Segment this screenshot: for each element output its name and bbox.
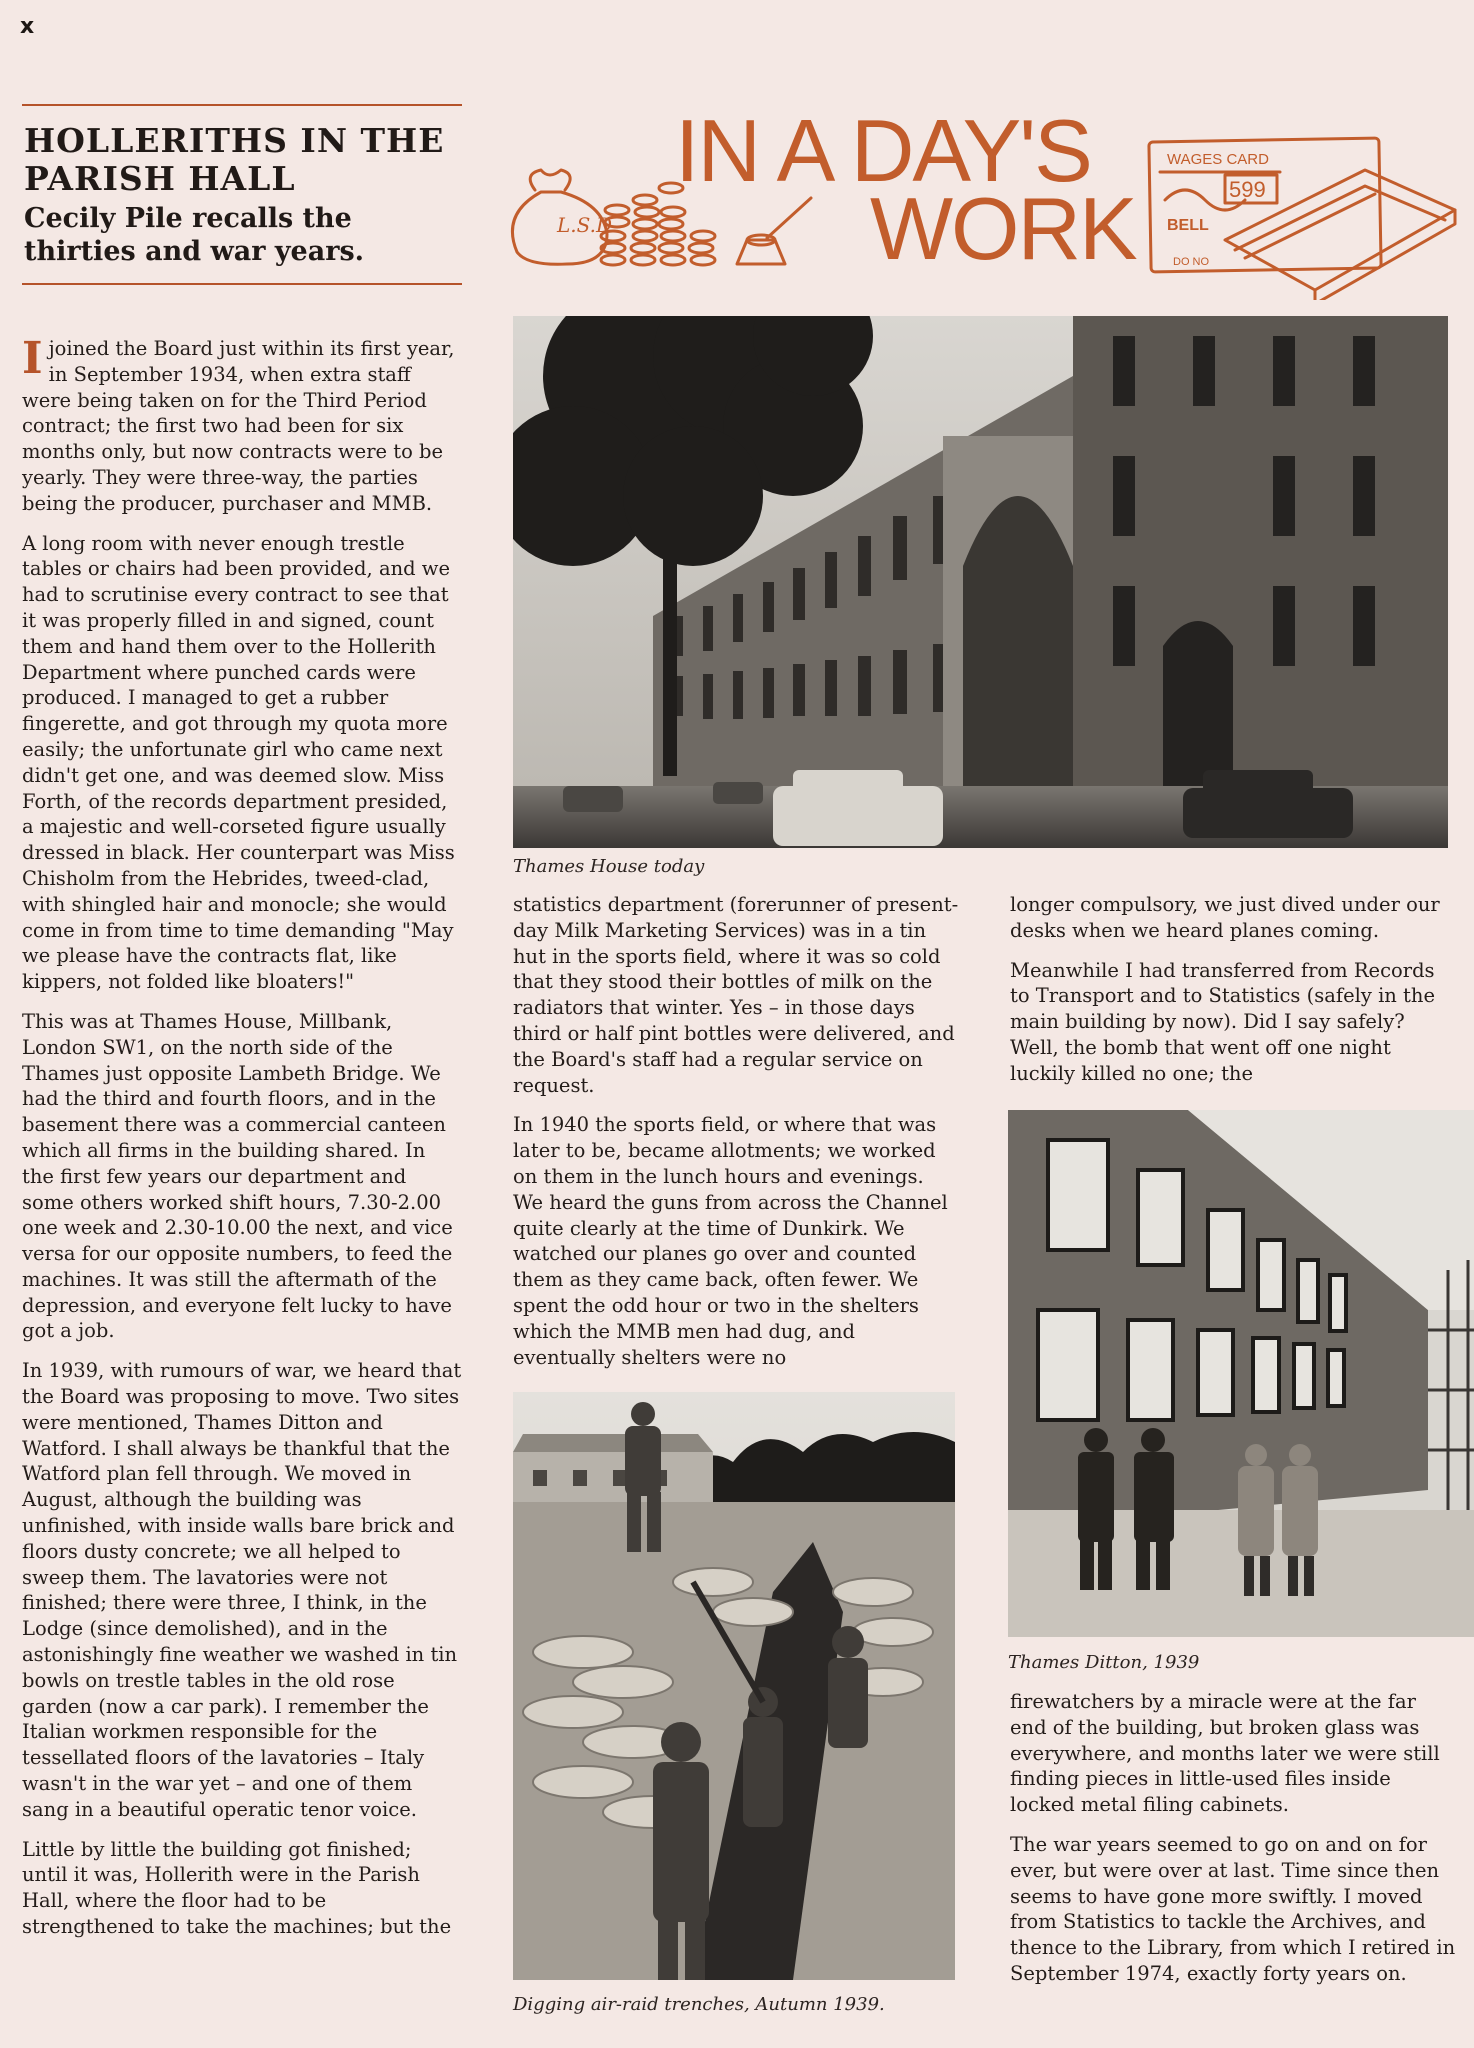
page-marker: x bbox=[20, 14, 35, 39]
article-subhead: Cecily Pile recalls the thirties and war years. bbox=[24, 203, 365, 267]
wages-card-number: 599 bbox=[1229, 177, 1266, 202]
headline-bottom-rule bbox=[22, 283, 462, 285]
article-column-2 bbox=[513, 892, 959, 1384]
drop-cap: I bbox=[22, 333, 43, 384]
moneybag-label: L.S.D. bbox=[557, 213, 618, 237]
article-column-3 bbox=[1010, 892, 1456, 1101]
banner-title-line2: WORK bbox=[870, 179, 1136, 278]
banner-title-line1: IN A DAY'S bbox=[675, 101, 1091, 200]
thames-house-photo bbox=[513, 316, 1448, 848]
paragraph-3: This was at Thames House, Millbank, London SW1, on the north side of the Thames just opposite Lambeth Bridge. We had the third and fourth floors, and in the basement there was a commercial canteen which all firms in the building shared. In the first few years our department and some others worked shift hours, 7.30-2.00 one week and 2.30-10.00 the next, and vice versa for our opposite numbers, to feed the machines. It was still the aftermath of the depression, and everyone felt lucky to have got a job. bbox=[22, 1009, 453, 1343]
article-column-3-lower bbox=[1010, 1689, 1456, 2001]
paragraph-4: In 1939, with rumours of war, we heard that the Board was proposing to move. Two sites were mentioned, Thames Ditton and Watford. I shall always be thankful that the Watford plan fell through. We moved in August, although the building was unfinished, with inside walls bare brick and floors dusty concrete; we all helped to sweep them. The lavatories were not finished; there were three, I think, in the Lodge (since demolished), and in the astonishingly fine weather we washed in tin bowls on trestle tables in the old rose garden (now a car park). I remember the Italian workmen responsible for the tessellated floors of the lavatories – Italy wasn't in the war yet – and one of them sang in a beautiful operatic tenor voice. bbox=[22, 1359, 462, 1821]
trenches-photo bbox=[513, 1392, 955, 1980]
headline-top-rule bbox=[22, 104, 462, 106]
caption-trenches: Digging air-raid trenches, Autumn 1939. bbox=[513, 1994, 885, 2015]
article-column-1 bbox=[22, 333, 462, 1954]
caption-thames-ditton: Thames Ditton, 1939 bbox=[1008, 1652, 1200, 1673]
paragraph-7: In 1940 the sports field, or where that was later to be, became allotments; we worked on them in the lunch hours and evenings. We heard the guns from across the Channel quite clearly at the time of Dunkirk. We watched our planes go over and counted them as they came back, often fewer. We spent the odd hour or two in the shelters which the MMB men had dug, and eventually shelters were no bbox=[513, 1113, 948, 1369]
wages-card-name: BELL bbox=[1167, 217, 1209, 234]
caption-thames-house: Thames House today bbox=[513, 856, 705, 877]
paragraph-1-text: joined the Board just within its first year, in September 1934, when extra staff were being taken on for the Third Period contract; the first two had been for six months only, but now contracts were to be yearly. They were three-way, the parties being the producer, purchaser and MMB. bbox=[22, 337, 455, 515]
banner-illustration bbox=[505, 100, 1460, 300]
thames-ditton-photo bbox=[1008, 1110, 1474, 1637]
paragraph-9: Meanwhile I had transferred from Records to Transport and to Statistics (safely in the main building by now). Did I say safely? Well, the bomb that went off one night luckily killed no one; the bbox=[1010, 958, 1435, 1085]
wages-card-footer: DO NO bbox=[1173, 256, 1210, 268]
paragraph-2: A long room with never enough trestle tables or chairs had been provided, and we had to scrutinise every contract to see that it was properly filled in and signed, count them and hand them over to the Hollerith Department where punched cards were produced. I managed to get a rubber fingerette, and got through my quota more easily; the unfortunate girl who came next didn't get one, and was deemed slow. Miss Forth, of the records department presided, a majestic and well-corseted figure usually dressed in black. Her counterpart was Miss Chisholm from the Hebrides, tweed-clad, with shingled hair and monocle; she would come in from time to time demanding "May we please have the contracts flat, like kippers, not folded like bloaters!" bbox=[22, 531, 455, 994]
article-headline: HOLLERITHS IN THE PARISH HALL bbox=[24, 121, 445, 198]
paragraph-5: Little by little the building got finished; until it was, Hollerith were in the Parish Hall, where the floor had to be strengthened to take the machines; but the bbox=[22, 1837, 452, 1939]
paragraph-11: The war years seemed to go on and on for ever, but were over at last. Time since then seems to have gone more swiftly. I moved from Statistics to tackle the Archives, and thence to the Library, from which I retired in September 1974, exactly forty years on. bbox=[1010, 1832, 1456, 1985]
paragraph-8: longer compulsory, we just dived under our desks when we heard planes coming. bbox=[1010, 893, 1440, 942]
wages-card-title: WAGES CARD bbox=[1167, 151, 1269, 168]
paragraph-1 bbox=[22, 333, 462, 517]
paragraph-10: firewatchers by a miracle were at the far end of the building, but broken glass was everywhere, and months later we were still finding pieces in little-used files inside locked metal filing cabinets. bbox=[1010, 1690, 1440, 1817]
paragraph-6: statistics department (forerunner of present-day Milk Marketing Services) was in a tin hut in the sports field, where it was so cold that they stood their bottles of milk on the radiators that winter. Yes – in those days third or half pint bottles were delivered, and the Board's staff had a regular service on request. bbox=[513, 893, 959, 1097]
